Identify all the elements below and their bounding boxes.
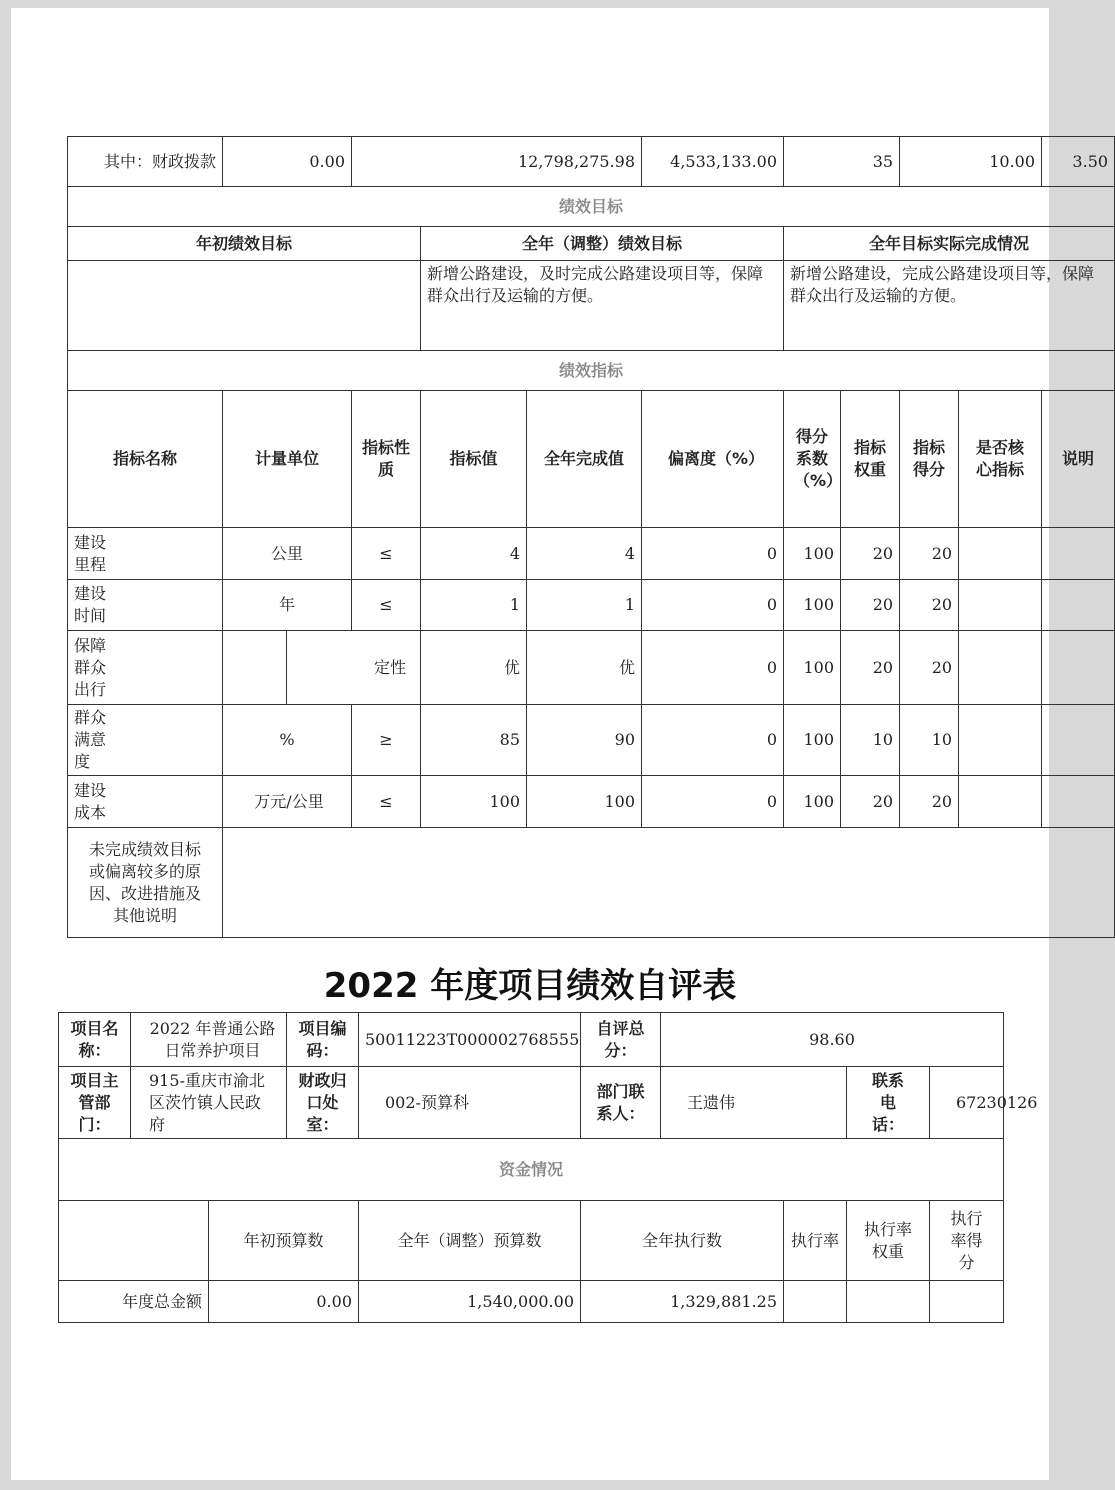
- ind-value: 优: [421, 631, 527, 705]
- ind-core: [959, 776, 1042, 828]
- ind-unit: 年: [223, 580, 352, 631]
- ind-note: [1042, 528, 1115, 580]
- phone: 67230126: [930, 1067, 1004, 1139]
- ind-score: 20: [900, 776, 959, 828]
- fin-executed: 4,533,133.00: [642, 137, 784, 187]
- explanation-label: 未完成绩效目标或偏离较多的原因、改进措施及其他说明: [68, 828, 223, 938]
- goal-header-row: [68, 227, 1115, 261]
- ind-weight: 20: [841, 776, 900, 828]
- ind-header-actual: 全年完成值: [527, 391, 642, 528]
- ind-actual: 100: [527, 776, 642, 828]
- ind-note: [1042, 705, 1115, 776]
- ind-weight: 20: [841, 631, 900, 705]
- indicators-section-header: 绩效指标: [68, 351, 1115, 391]
- ind-actual: 优: [527, 631, 642, 705]
- project-info-row: [59, 1013, 1004, 1067]
- ind-deviation: 0: [642, 631, 784, 705]
- explanation-row: [68, 828, 1115, 938]
- ind-deviation: 0: [642, 776, 784, 828]
- ind-note: [1042, 631, 1115, 705]
- table-row: [68, 705, 1115, 776]
- total-label: 年度总金额: [59, 1281, 209, 1323]
- total-executed: 1,329,881.25: [581, 1281, 784, 1323]
- self-evaluation-table: [58, 1012, 1038, 1323]
- phone-label: 联系电话：: [847, 1067, 930, 1139]
- ind-coef: 100: [784, 631, 841, 705]
- ind-weight: 20: [841, 528, 900, 580]
- explanation-value: [223, 828, 1115, 938]
- total-adjusted: 1,540,000.00: [359, 1281, 581, 1323]
- ind-actual: 4: [527, 528, 642, 580]
- goals-section-header: 绩效目标: [68, 187, 1115, 227]
- fund-header-blank: [59, 1201, 209, 1281]
- ind-note: [1042, 776, 1115, 828]
- ind-actual: 1: [527, 580, 642, 631]
- goal-actual: 新增公路建设，完成公路建设项目等，保障群众出行及运输的方便。: [784, 261, 1115, 351]
- ind-header-name: 指标名称: [68, 391, 223, 528]
- ind-name: 建设时间: [68, 580, 223, 631]
- ind-deviation: 0: [642, 528, 784, 580]
- ind-header-weight: 指标权重: [841, 391, 900, 528]
- ind-value: 4: [421, 528, 527, 580]
- ind-nature: 定性: [287, 631, 421, 705]
- ind-weight: 10: [841, 705, 900, 776]
- ind-core: [959, 631, 1042, 705]
- fund-header-adjusted: 全年（调整）预算数: [359, 1201, 581, 1281]
- ind-score: 10: [900, 705, 959, 776]
- ind-header-value: 指标值: [421, 391, 527, 528]
- department-info-row: [59, 1067, 1004, 1139]
- ind-weight: 20: [841, 580, 900, 631]
- ind-value: 85: [421, 705, 527, 776]
- fin-adjusted: 12,798,275.98: [352, 137, 642, 187]
- goal-initial: [68, 261, 421, 351]
- goal-header-initial: 年初绩效目标: [68, 227, 421, 261]
- total-amount-row: [59, 1281, 1004, 1323]
- finance-office-label: 财政归口处室：: [287, 1067, 359, 1139]
- project-code: 50011223T000002768555: [359, 1013, 581, 1067]
- table-row: [68, 631, 1115, 705]
- ind-unit: [223, 631, 287, 705]
- ind-deviation: 0: [642, 580, 784, 631]
- fund-header-executed: 全年执行数: [581, 1201, 784, 1281]
- total-rate: [784, 1281, 847, 1323]
- department-label: 项目主管部门：: [59, 1067, 131, 1139]
- ind-score: 20: [900, 528, 959, 580]
- ind-core: [959, 580, 1042, 631]
- ind-header-note: 说明: [1042, 391, 1115, 528]
- page-title: 2022 年度项目绩效自评表: [323, 966, 737, 1006]
- total-initial: 0.00: [209, 1281, 359, 1323]
- ind-core: [959, 528, 1042, 580]
- table-row: [68, 776, 1115, 828]
- ind-nature: ≤: [352, 528, 421, 580]
- funds-section-header: 资金情况: [59, 1139, 1004, 1201]
- ind-name: 保障群众出行: [68, 631, 223, 705]
- department: 915-重庆市渝北区茨竹镇人民政府: [131, 1067, 287, 1139]
- fund-header-initial: 年初预算数: [209, 1201, 359, 1281]
- performance-table-continued: [67, 136, 1115, 938]
- ind-coef: 100: [784, 528, 841, 580]
- goal-content-row: [68, 261, 1115, 351]
- ind-note: [1042, 580, 1115, 631]
- ind-value: 100: [421, 776, 527, 828]
- ind-score: 20: [900, 631, 959, 705]
- ind-coef: 100: [784, 705, 841, 776]
- ind-coef: 100: [784, 776, 841, 828]
- contact-person: 王遗伟: [661, 1067, 847, 1139]
- fund-header-rate: 执行率: [784, 1201, 847, 1281]
- ind-nature: ≤: [352, 580, 421, 631]
- indicator-header-row: [68, 391, 1115, 528]
- ind-value: 1: [421, 580, 527, 631]
- ind-name: 建设里程: [68, 528, 223, 580]
- goal-adjusted: 新增公路建设，及时完成公路建设项目等，保障群众出行及运输的方便。: [421, 261, 784, 351]
- fin-score: 3.50: [1042, 137, 1115, 187]
- ind-header-unit: 计量单位: [223, 391, 352, 528]
- ind-unit: 公里: [223, 528, 352, 580]
- ind-unit: 万元/公里: [223, 776, 352, 828]
- ind-deviation: 0: [642, 705, 784, 776]
- ind-header-coef: 得分系数（%）: [784, 391, 841, 528]
- goal-header-actual: 全年目标实际完成情况: [784, 227, 1115, 261]
- contact-label: 部门联系人：: [581, 1067, 661, 1139]
- table-row: [68, 580, 1115, 631]
- financial-allocation-row: [68, 137, 1115, 187]
- project-name-label: 项目名称：: [59, 1013, 131, 1067]
- fin-weight: 10.00: [900, 137, 1042, 187]
- table-row: [68, 528, 1115, 580]
- ind-header-score: 指标得分: [900, 391, 959, 528]
- ind-coef: 100: [784, 580, 841, 631]
- fund-header-score: 执行率得分: [930, 1201, 1004, 1281]
- total-score: [930, 1281, 1004, 1323]
- ind-score: 20: [900, 580, 959, 631]
- ind-unit: %: [223, 705, 352, 776]
- ind-name: 群众满意度: [68, 705, 223, 776]
- ind-nature: ≤: [352, 776, 421, 828]
- project-name: 2022 年普通公路日常养护项目: [131, 1013, 287, 1067]
- ind-name: 建设成本: [68, 776, 223, 828]
- ind-header-nature: 指标性质: [352, 391, 421, 528]
- ind-nature: ≥: [352, 705, 421, 776]
- fin-initial: 0.00: [223, 137, 352, 187]
- fin-rate: 35: [784, 137, 900, 187]
- fin-label: 其中：财政拨款: [68, 137, 223, 187]
- ind-header-core: 是否核心指标: [959, 391, 1042, 528]
- ind-core: [959, 705, 1042, 776]
- finance-office: 002-预算科: [359, 1067, 581, 1139]
- project-code-label: 项目编码：: [287, 1013, 359, 1067]
- total-score: 98.60: [661, 1013, 1004, 1067]
- ind-actual: 90: [527, 705, 642, 776]
- fund-header-row: [59, 1201, 1004, 1281]
- score-label: 自评总分：: [581, 1013, 661, 1067]
- goal-header-adjusted: 全年（调整）绩效目标: [421, 227, 784, 261]
- total-weight: [847, 1281, 930, 1323]
- fund-header-weight: 执行率权重: [847, 1201, 930, 1281]
- ind-header-deviation: 偏离度（%）: [642, 391, 784, 528]
